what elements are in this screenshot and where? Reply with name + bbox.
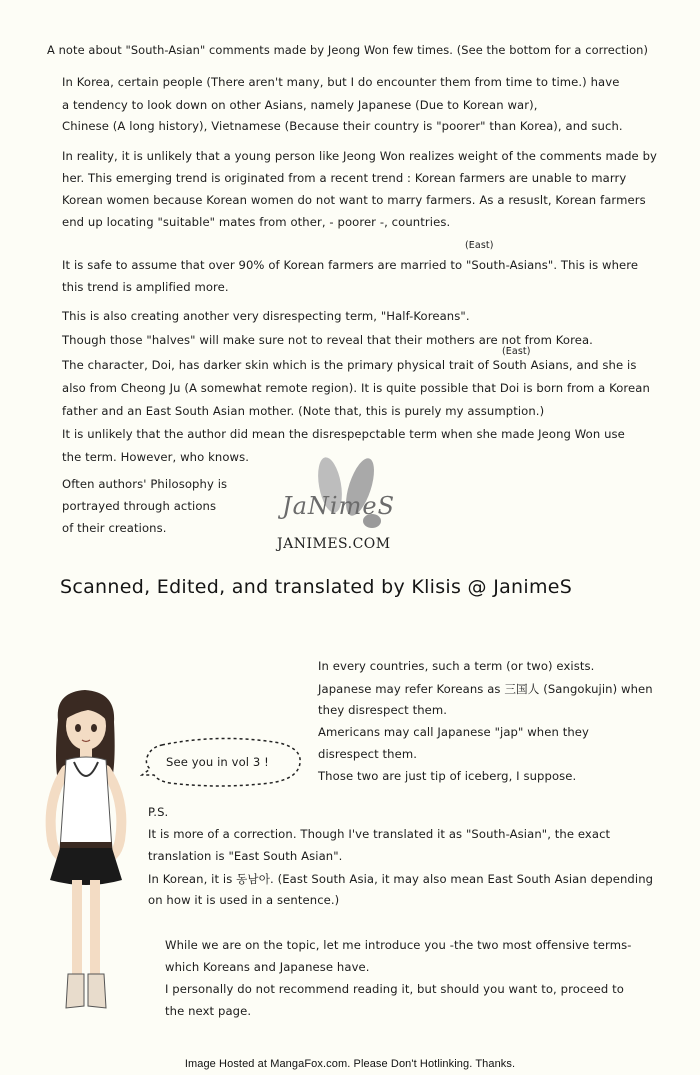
note-line: The character, Doi, has darker skin which is the primary physical trait of South Asians, and she is: [62, 358, 637, 372]
logo-url: JANIMES.COM: [277, 536, 391, 552]
ps-line: translation is "East South Asian".: [148, 849, 343, 863]
east-annotation: (East): [465, 240, 494, 251]
note-header: A note about "South-Asian" comments made by Jeong Won few times. (See the bottom for a correction): [47, 43, 649, 57]
note-line: Korean women because Korean women do not want to marry farmers. As a resuslt, Korean farmers: [62, 193, 646, 207]
note-line: It is unlikely that the author did mean the disrespepctable term when she made Jeong Won use: [62, 427, 625, 441]
note-line: a tendency to look down on other Asians, namely Japanese (Due to Korean war),: [62, 98, 538, 112]
philosophy-line: portrayed through actions: [62, 499, 217, 513]
ps-line: It is more of a correction. Though I've translated it as "South-Asian", the exact: [148, 827, 611, 841]
philosophy-line: of their creations.: [62, 521, 167, 535]
speech-bubble-text: See you in vol 3 !: [166, 755, 269, 769]
terms-line: they disrespect them.: [318, 703, 448, 717]
logo-text: JaNimeS: [282, 492, 396, 520]
note-line: In Korea, certain people (There aren't many, but I do encounter them from time to time.) have: [62, 75, 620, 89]
terms-line: In every countries, such a term (or two) exists.: [318, 659, 595, 673]
terms-line: Japanese may refer Koreans as 三国人 (Sangokujin) when: [318, 682, 653, 696]
note-line: In reality, it is unlikely that a young person like Jeong Won realizes weight of the comments made by: [62, 149, 657, 163]
closing-line: which Koreans and Japanese have.: [165, 960, 370, 974]
note-line: Though those "halves" will make sure not to reveal that their mothers are not from Korea.: [62, 333, 593, 347]
east-annotation: (East): [502, 346, 531, 357]
ps-label: P.S.: [148, 805, 169, 819]
note-line: her. This emerging trend is originated from a recent trend : Korean farmers are unable to marry: [62, 171, 627, 185]
hosting-footer: Image Hosted at MangaFox.com. Please Don't Hotlinking. Thanks.: [184, 1058, 516, 1070]
closing-line: I personally do not recommend reading it, but should you want to, proceed to: [165, 982, 624, 996]
note-line: It is safe to assume that over 90% of Korean farmers are married to "South-Asians". This is where: [62, 258, 639, 272]
terms-line: disrespect them.: [318, 747, 418, 761]
terms-line: Those two are just tip of iceberg, I suppose.: [318, 769, 577, 783]
philosophy-line: Often authors' Philosophy is: [62, 477, 228, 491]
ps-line: In Korean, it is 동남아. (East South Asia, it may also mean East South Asian depending: [148, 872, 654, 886]
closing-line: While we are on the topic, let me introduce you -the two most offensive terms-: [165, 938, 632, 952]
note-line: the term. However, who knows.: [62, 450, 250, 464]
ps-line: on how it is used in a sentence.): [148, 893, 340, 907]
credit-title: Scanned, Edited, and translated by Klisis @ JanimeS: [60, 576, 573, 598]
girl-character-illustration: [30, 690, 140, 1020]
note-line: This is also creating another very disrespecting term, "Half-Koreans".: [62, 309, 470, 323]
closing-line: the next page.: [165, 1004, 252, 1018]
note-line: this trend is amplified more.: [62, 280, 229, 294]
note-line: end up locating "suitable" mates from other, - poorer -, countries.: [62, 215, 451, 229]
note-line: father and an East South Asian mother. (Note that, this is purely my assumption.): [62, 404, 545, 418]
note-line: also from Cheong Ju (A somewhat remote region). It is quite possible that Doi is born from a Korean: [62, 381, 650, 395]
note-line: Chinese (A long history), Vietnamese (Because their country is "poorer" than Korea), and such.: [62, 119, 623, 133]
terms-line: Americans may call Japanese "jap" when they: [318, 725, 589, 739]
